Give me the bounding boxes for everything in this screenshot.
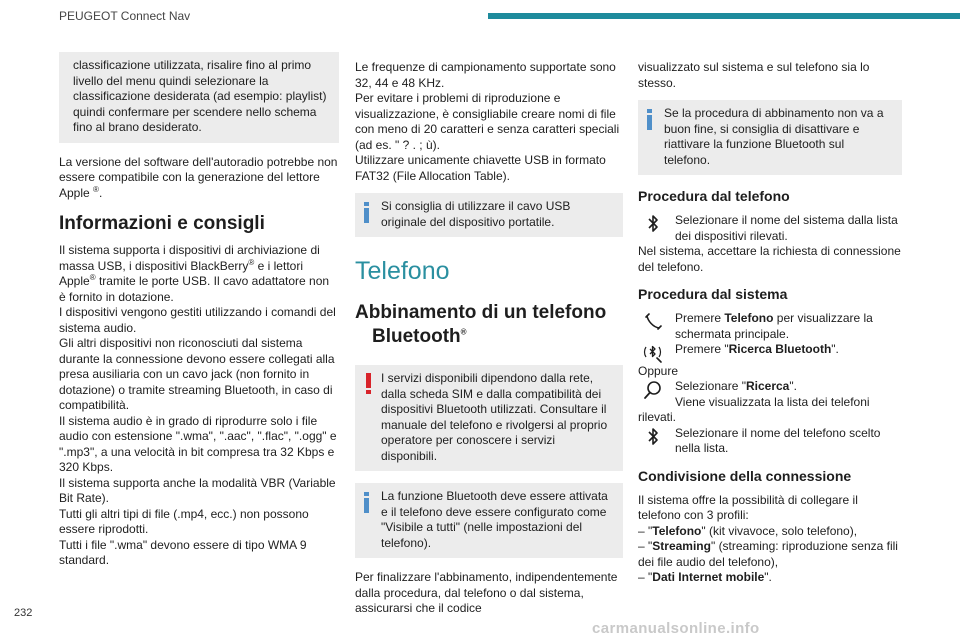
- step-text: Premere "Ricerca Bluetooth".: [675, 342, 839, 356]
- info-box: [638, 100, 902, 175]
- profile-item: – "Dati Internet mobile".: [638, 570, 772, 584]
- info-icon: [364, 202, 369, 223]
- step-row: [638, 311, 902, 342]
- step-text: Premere Telefono per visualizzare la schermata principale.: [675, 311, 873, 341]
- body-line: Il sistema audio è in grado di riprodurre solo i file audio con estensione ".wma", ".aac", ".flac", ".ogg" e ".mp3", a una velocità in bit compresa tra 32 Kbps e 320 Kbps.: [59, 413, 337, 474]
- bluetooth-icon: [642, 426, 664, 448]
- section-heading-pairing: Abbinamento di un telefono Bluetooth®: [355, 302, 607, 347]
- section-heading-info: Informazioni e consigli: [59, 213, 265, 234]
- info-box: [355, 483, 623, 558]
- note-text: classificazione utilizzata, risalire fino al primo livello del menu quindi selezionare la classificazione desiderata (ad esempio: playlist) quindi confermare per scendere nello schema fino al brano desiderato.: [73, 58, 327, 134]
- subheading-system-procedure: Procedura dal sistema: [638, 286, 788, 302]
- header-accent-bar: [488, 13, 960, 19]
- chapter-title: Telefono: [355, 257, 450, 285]
- step-row: [638, 379, 902, 395]
- step-text: Selezionare il nome del telefono scelto nella lista.: [675, 425, 881, 455]
- body-line: Per evitare i problemi di riproduzione e visualizzazione, è consigliabile creare nomi di file con meno di 20 caratteri e senza caratteri speciali (ad es. " ? . ; ù).: [355, 91, 620, 152]
- page-number: 232: [14, 607, 33, 619]
- body-paragraph: visualizzato sul sistema e sul telefono sia lo stesso.: [638, 60, 870, 90]
- profile-item: – "Telefono" (kit vivavoce, solo telefono),: [638, 523, 858, 538]
- warning-box: [355, 365, 623, 471]
- step-row: [638, 342, 902, 358]
- column-1: [59, 52, 339, 569]
- body-line: Il sistema supporta anche la modalità VBR (Variable Bit Rate).: [59, 475, 336, 505]
- body-line: Tutti i file ".wma" devono essere di tipo WMA 9 standard.: [59, 537, 307, 567]
- body-line: Le frequenze di campionamento supportate sono 32, 44 e 48 KHz.: [355, 60, 616, 90]
- body-paragraph: Nel sistema, accettare la richiesta di connessione del telefono.: [638, 244, 901, 274]
- profile-item: – "Streaming" (streaming: riproduzione senza fili dei file audio del telefono),: [638, 539, 898, 569]
- info-text: Se la procedura di abbinamento non va a buon fine, si consiglia di disattivare e riattivare la funzione Bluetooth sul telefono.: [664, 106, 884, 167]
- column-2: [355, 60, 623, 626]
- body-line: Tutti gli altri tipi di file (.mp4, ecc.) non possono essere riprodotti.: [59, 506, 309, 536]
- note-box: [59, 52, 339, 143]
- search-icon: [642, 379, 664, 401]
- watermark: carmanualsonline.info: [592, 620, 760, 637]
- body-paragraph: Per finalizzare l'abbinamento, indipendentemente dalla procedura, dal telefono o dal sistema, assicurarsi che il codice: [355, 570, 618, 615]
- bluetooth-icon: [642, 213, 664, 235]
- oppure-label: Oppure: [638, 363, 679, 378]
- column-3: [638, 60, 902, 586]
- body-line: Gli altri dispositivi non riconosciuti dal sistema durante la connessione devono essere collegati alla presa ausiliaria con un cavo jack (non fornito in dotazione) o tramite streaming Bluetooth, in caso di compatibilità.: [59, 336, 335, 412]
- phone-handset-icon: [642, 311, 664, 333]
- body-paragraph: Il sistema offre la possibilità di collegare il telefono con 3 profili:: [638, 492, 858, 522]
- body-line: I dispositivi vengono gestiti utilizzando i comandi del sistema audio.: [59, 305, 336, 335]
- body-line: Utilizzare unicamente chiavette USB in formato FAT32 (File Allocation Table).: [355, 153, 606, 183]
- usb-support-paragraph: Il sistema supporta i dispositivi di archiviazione di massa USB, i dispositivi BlackBerry® e i lettori Apple® tramite le porte USB. Il cavo adattatore non è fornito in dotazione.: [59, 243, 330, 304]
- step-row: [638, 426, 902, 457]
- warning-icon: [365, 373, 371, 394]
- info-text: Si consiglia di utilizzare il cavo USB originale del dispositivo portatile.: [381, 199, 571, 229]
- apple-compat-paragraph: La versione del software dell'autoradio potrebbe non essere compatibile con la generazione del lettore Apple ®.: [59, 154, 338, 200]
- info-text: La funzione Bluetooth deve essere attivata e il telefono deve essere configurato come "Visibile a tutti" (nelle impostazioni del telefono).: [381, 489, 608, 550]
- info-box: [355, 193, 623, 237]
- running-header: PEUGEOT Connect Nav: [59, 9, 191, 23]
- bluetooth-search-icon: [642, 342, 664, 364]
- info-icon: [364, 492, 369, 513]
- warning-text: I servizi disponibili dipendono dalla rete, dalla scheda SIM e dalla compatibilità dei dispositivi Bluetooth utilizzati. Consultare il manuale del telefono e rivolgersi al proprio operatore per conoscere i servizi disponibili.: [381, 371, 608, 463]
- info-icon: [647, 109, 652, 130]
- step-row: [638, 213, 902, 244]
- subheading-phone-procedure: Procedura dal telefono: [638, 188, 790, 204]
- subheading-connection-sharing: Condivisione della connessione: [638, 467, 852, 484]
- step-text-continued: Viene visualizzata la lista dei telefoni rilevati.: [638, 394, 870, 424]
- step-text: Selezionare il nome del sistema dalla lista dei dispositivi rilevati.: [675, 213, 898, 243]
- step-text: Selezionare "Ricerca".: [675, 379, 797, 393]
